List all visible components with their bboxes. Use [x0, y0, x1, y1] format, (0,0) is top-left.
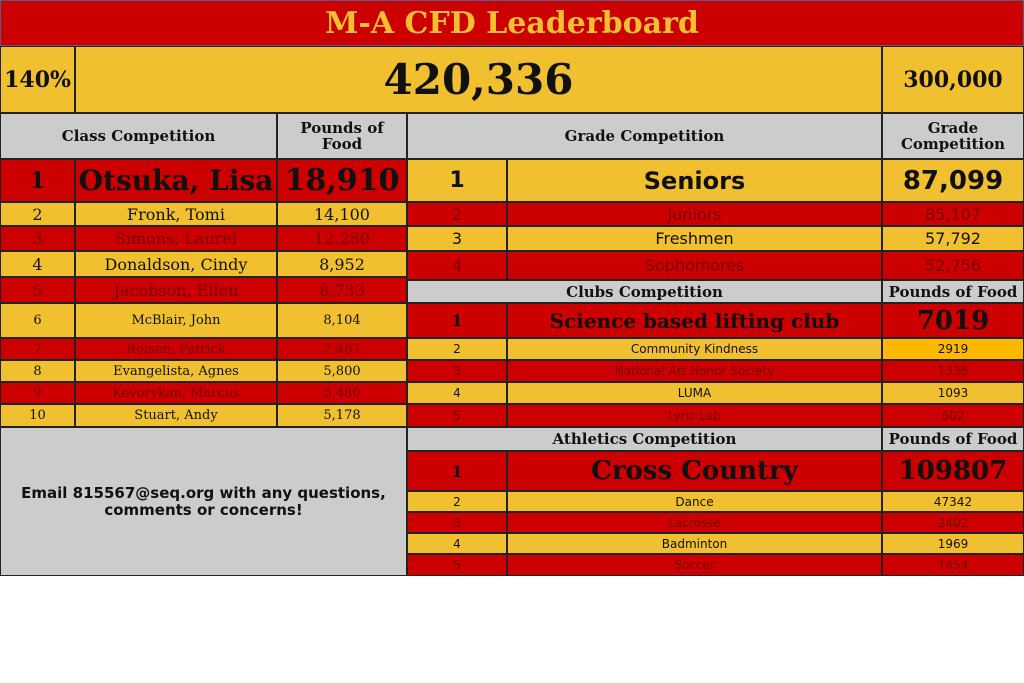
pounds-cell: 2919	[882, 338, 1024, 360]
total-pounds: 420,336	[75, 46, 882, 113]
clubs-competition-header: Clubs Competition	[407, 280, 882, 303]
pounds-cell: 1454	[882, 554, 1024, 576]
grade-value-header: Grade Competition	[882, 113, 1024, 159]
name-cell: Lyric Lab	[507, 404, 882, 427]
pounds-cell: 1093	[882, 382, 1024, 404]
pounds-cell: 12,280	[277, 226, 407, 251]
pounds-cell: 5,480	[277, 382, 407, 404]
pounds-cell: 8,104	[277, 303, 407, 338]
rank-cell: 5	[0, 277, 75, 303]
pounds-cell: 18,910	[277, 159, 407, 202]
clubs-pounds-header: Pounds of Food	[882, 280, 1024, 303]
pounds-cell: 7,467	[277, 338, 407, 360]
rank-cell: 1	[407, 451, 507, 491]
name-cell: LUMA	[507, 382, 882, 404]
percent-of-goal: 140%	[0, 46, 75, 113]
rank-cell: 4	[0, 251, 75, 277]
rank-cell: 2	[407, 491, 507, 512]
rank-cell: 8	[0, 360, 75, 382]
pounds-cell: 8,733	[277, 277, 407, 303]
name-cell: Soccer	[507, 554, 882, 576]
name-cell: Cross Country	[507, 451, 882, 491]
pounds-cell: 85,107	[882, 202, 1024, 226]
grade-competition-header: Grade Competition	[407, 113, 882, 159]
pounds-cell: 7019	[882, 303, 1024, 338]
name-cell: Science based lifting club	[507, 303, 882, 338]
page-title: M-A CFD Leaderboard	[0, 0, 1024, 46]
pounds-cell: 5,800	[277, 360, 407, 382]
pounds-cell: 8,952	[277, 251, 407, 277]
rank-cell: 3	[0, 226, 75, 251]
name-cell: Kevorykan, Marcus	[75, 382, 277, 404]
rank-cell: 3	[407, 360, 507, 382]
name-cell: Stuart, Andy	[75, 404, 277, 427]
class-competition-header: Class Competition	[0, 113, 277, 159]
pounds-cell: 1969	[882, 533, 1024, 554]
pounds-cell: 47342	[882, 491, 1024, 512]
rank-cell: 5	[407, 404, 507, 427]
name-cell: National Art Honor Society	[507, 360, 882, 382]
name-cell: Juniors	[507, 202, 882, 226]
rank-cell: 3	[407, 512, 507, 533]
pounds-cell: 14,100	[277, 202, 407, 226]
rank-cell: 6	[0, 303, 75, 338]
name-cell: Donaldson, Cindy	[75, 251, 277, 277]
name-cell: Badminton	[507, 533, 882, 554]
athletics-pounds-header: Pounds of Food	[882, 427, 1024, 451]
contact-note: Email 815567@seq.org with any questions, comments or concerns!	[0, 427, 407, 576]
athletics-competition-header: Athletics Competition	[407, 427, 882, 451]
rank-cell: 5	[407, 554, 507, 576]
rank-cell: 2	[407, 338, 507, 360]
name-cell: Roisen, Patrick	[75, 338, 277, 360]
rank-cell: 2	[0, 202, 75, 226]
rank-cell: 9	[0, 382, 75, 404]
class-pounds-header: Pounds of Food	[277, 113, 407, 159]
name-cell: Community Kindness	[507, 338, 882, 360]
name-cell: Seniors	[507, 159, 882, 202]
name-cell: Lacrosse	[507, 512, 882, 533]
name-cell: Fronk, Tomi	[75, 202, 277, 226]
name-cell: Simons, Laurel	[75, 226, 277, 251]
pounds-cell: 57,792	[882, 226, 1024, 251]
name-cell: McBlair, John	[75, 303, 277, 338]
rank-cell: 1	[407, 303, 507, 338]
pounds-cell: 602	[882, 404, 1024, 427]
rank-cell: 3	[407, 226, 507, 251]
rank-cell: 4	[407, 533, 507, 554]
name-cell: Dance	[507, 491, 882, 512]
pounds-cell: 5,178	[277, 404, 407, 427]
name-cell: Evangelista, Agnes	[75, 360, 277, 382]
name-cell: Otsuka, Lisa	[75, 159, 277, 202]
goal-pounds: 300,000	[882, 46, 1024, 113]
name-cell: Sophomores	[507, 251, 882, 280]
pounds-cell: 87,099	[882, 159, 1024, 202]
pounds-cell: 1336	[882, 360, 1024, 382]
rank-cell: 10	[0, 404, 75, 427]
pounds-cell: 2402	[882, 512, 1024, 533]
name-cell: Freshmen	[507, 226, 882, 251]
rank-cell: 2	[407, 202, 507, 226]
rank-cell: 7	[0, 338, 75, 360]
name-cell: Jacobson, Ellen	[75, 277, 277, 303]
pounds-cell: 109807	[882, 451, 1024, 491]
pounds-cell: 52,756	[882, 251, 1024, 280]
rank-cell: 1	[0, 159, 75, 202]
rank-cell: 1	[407, 159, 507, 202]
rank-cell: 4	[407, 251, 507, 280]
rank-cell: 4	[407, 382, 507, 404]
